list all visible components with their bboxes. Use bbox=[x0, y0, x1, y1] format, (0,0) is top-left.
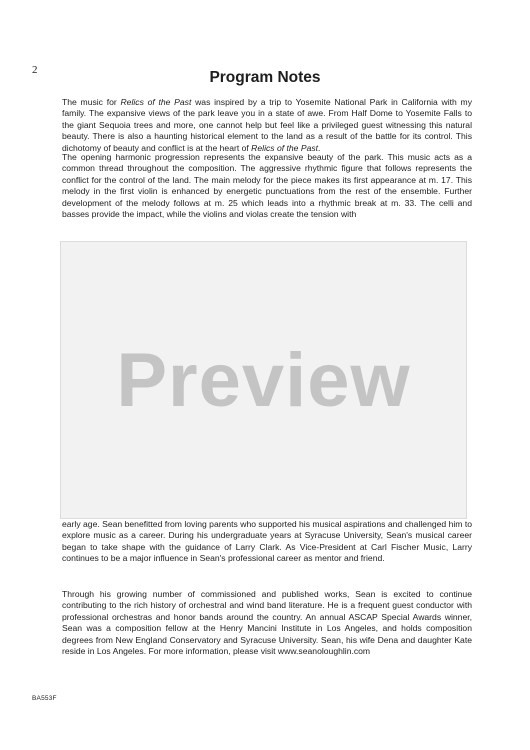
page-title: Program Notes bbox=[209, 69, 321, 86]
paragraph-career bbox=[62, 589, 472, 657]
preview-watermark-label: Preview bbox=[116, 337, 411, 423]
page-number: 2 bbox=[32, 64, 38, 76]
paragraph-text: The opening harmonic progression represents the expansive beauty of the park. This music acts as a common thread throughout the composition. The aggressive rhythmic figure that follows represents the conflict for the control of the land. The main melody for the piece makes its first appearance at m. 17. This melody in the first violin is enhanced by energetic punctuations from the rest of the ensemble. Further development of the melody follows at m. 25 which leads into a rhythmic break at m. 33. The celli and basses provide the impact, while the violins and violas create the tension with bbox=[62, 152, 472, 220]
paragraph-text: early age. Sean benefitted from loving parents who supported his musical aspirations and challenged him to explore music as a career. During his undergraduate years at Syracuse University, Sean's musical career began to take shape with the guidance of Larry Clark. As Vice-President at Carl Fischer Music, Larry continues to be a major influence in Sean's professional career as mentor and friend. bbox=[62, 519, 472, 564]
paragraph-inspiration bbox=[62, 97, 472, 154]
paragraph-text: The music for bbox=[62, 97, 121, 107]
work-title-text: Relics of the Past bbox=[120, 97, 192, 107]
paragraph-analysis bbox=[62, 152, 472, 220]
footer-catalog-code: BA553F bbox=[32, 695, 57, 702]
preview-watermark-overlay bbox=[60, 241, 467, 519]
paragraph-biography bbox=[62, 519, 472, 565]
paragraph-text: Through his growing number of commissioned and published works, Sean is excited to continue contributing to the rich history of orchestral and wind band literature. He is a frequent guest conductor with professional orchestras and honor bands around the country. An annual ASCAP Special Awards winner, Sean was a composition fellow at the Henry Mancini Institute in Los Angeles, and holds composition degrees from New England Conservatory and Syracuse University. Sean, his wife Dena and daughter Kate reside in Los Angeles. For more information, please visit www.seanoloughlin.com bbox=[62, 589, 472, 657]
work-title-text: Relics of the Past bbox=[251, 142, 319, 153]
paragraph-text: was inspired by a trip to Yosemite National Park in California with my family. The expansive views of the park leave you in a state of awe. From Half Dome to Yosemite Falls to the giant Sequoia trees and more, one cannot help but feel like a privileged guest witnessing this natural beauty. There is also a haunting historical element to the land as a result of the battle for its control. This dichotomy of beauty and conflict is at the heart of bbox=[62, 97, 472, 153]
paragraph-text: . bbox=[318, 142, 321, 153]
